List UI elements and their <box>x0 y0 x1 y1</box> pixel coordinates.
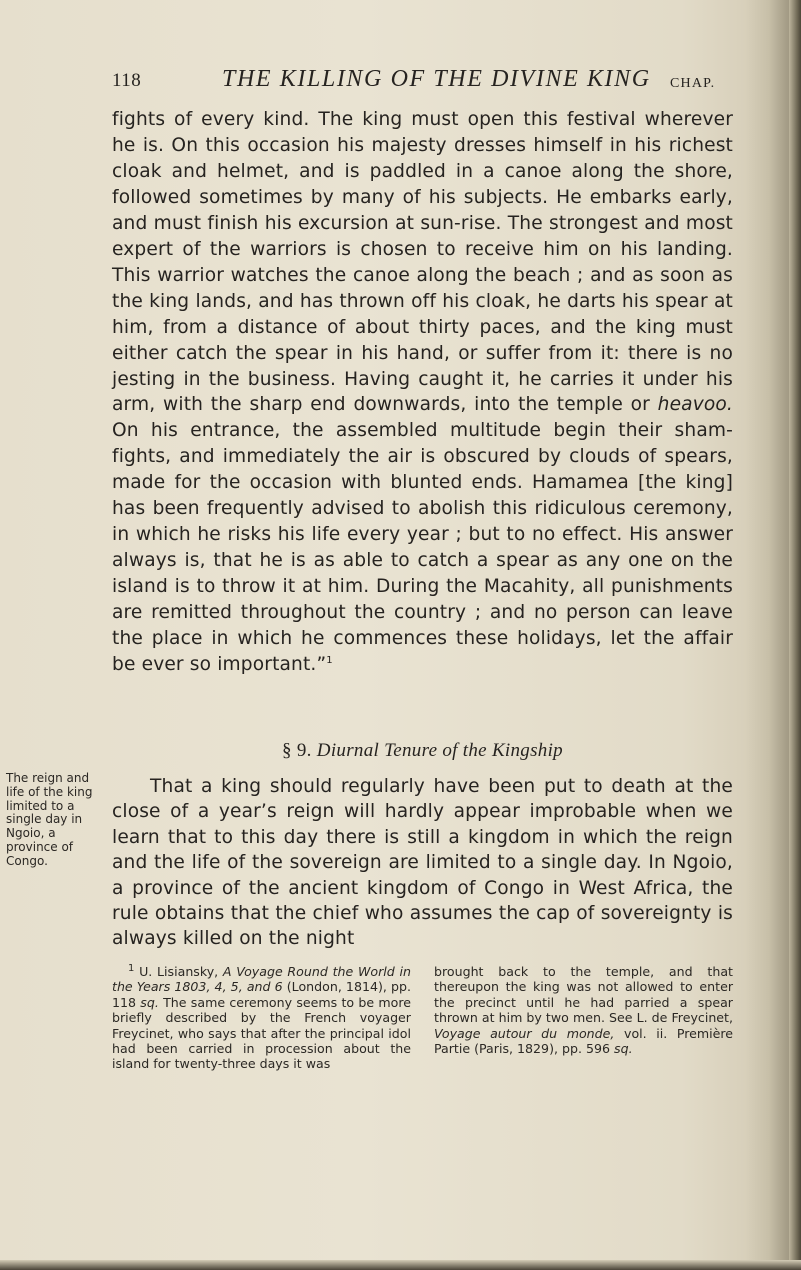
page-number: 118 <box>112 70 142 91</box>
section-title: Diurnal Tenure of the Kingship <box>316 740 563 761</box>
chapter-label: CHAP. <box>670 76 716 91</box>
page-header <box>112 66 732 100</box>
footnote-italic: sq. <box>140 994 159 1010</box>
paragraph-1-italic-word: heavoo. <box>657 394 733 416</box>
footnote-text: brought back to the temple, and that thereupon the king was not allowed to enter the precinct until he had parried a spear thrown at him by two men. See L. de Freycinet, <box>434 964 733 1026</box>
footnote-italic-title: A Voyage Round the World in the Years 1803, 4, 5, <box>112 964 411 995</box>
footnote-text: vol. ii. Première Partie (Paris, 1829), pp. 596 <box>434 1025 734 1057</box>
section-number: § 9. <box>282 740 312 761</box>
footnote-marker: 1 <box>128 962 135 974</box>
paragraph-1 <box>112 107 733 678</box>
footnote-text: The same ceremony seems to be more briefly described by the French voyager Freycinet, who says that after the principal idol had been carried in procession about the island for twenty-three days it was <box>112 994 411 1072</box>
footnote-italic-title: Voyage autour du monde, <box>434 1025 615 1041</box>
paragraph-1-text-a: fights of every kind. The king must open this festival wherever he is. On this occasion his majesty dresses himself in his richest cloak and helmet, and is paddled in a canoe along the shore, followed sometimes by many of his subjects. He embarks early, and must finish his excursion at sun-rise. The strongest and most expert of the warriors is chosen to receive him on his landing. This warrior watches the canoe along the beach ; and as soon as the king lands, and has thrown off his cloak, he darts his spear at him, from a distance of about thirty paces, and the king must either catch the spear in his hand, or suffer from it: there is no jesting in the business. Having caught it, he carries it under his arm, with the sharp end downwards, into the temple or <box>112 109 733 416</box>
footnote-italic: sq. <box>614 1041 633 1057</box>
footnote-text: (London, 1814), pp. 118 <box>112 979 411 1010</box>
paragraph-1-text-b: On his entrance, the assembled multitude begin their sham-fights, and immediately the air is obscured by clouds of spears, made for the occasion with blunted ends. Hamamea [the king] has been frequently advised to abolish this ridiculous ceremony, in which he risks his life every year ; but to no effect. His answer always is, that he is as able to catch a spear as any one on the island is to throw it at him. During the Macahity, all punishments are remitted throughout the country ; and no person can leave the place in which he commences these holidays, let the affair be ever so important.” <box>112 420 733 676</box>
running-title: THE KILLING OF THE DIVINE KING <box>222 66 651 92</box>
footnote-italic: and 6 <box>246 979 283 995</box>
section-heading <box>112 740 733 762</box>
page-bottom-edge <box>0 1260 801 1270</box>
footnote-column-left <box>112 964 411 1072</box>
footnote-reference[interactable]: 1 <box>326 654 333 666</box>
paragraph-2: That a king should regularly have been put to death at the close of a year’s reign will hardly appear improbable when we learn that to this day there is still a kingdom in which the reign and the life of the sovereign are limited to a single day. In Ngoio, a province of the ancient kingdom of Congo in West Africa, the rule obtains that the chief who assumes the cap of sovereignty is always killed on the night <box>112 776 733 950</box>
page-edge-shadow <box>789 0 801 1270</box>
footnote-column-right <box>434 964 733 1056</box>
margin-sidenote: The reign and life of the king limited to a single day in Ngoio, a province of Congo. <box>6 771 93 868</box>
footnote-text: U. Lisiansky, <box>139 964 223 979</box>
